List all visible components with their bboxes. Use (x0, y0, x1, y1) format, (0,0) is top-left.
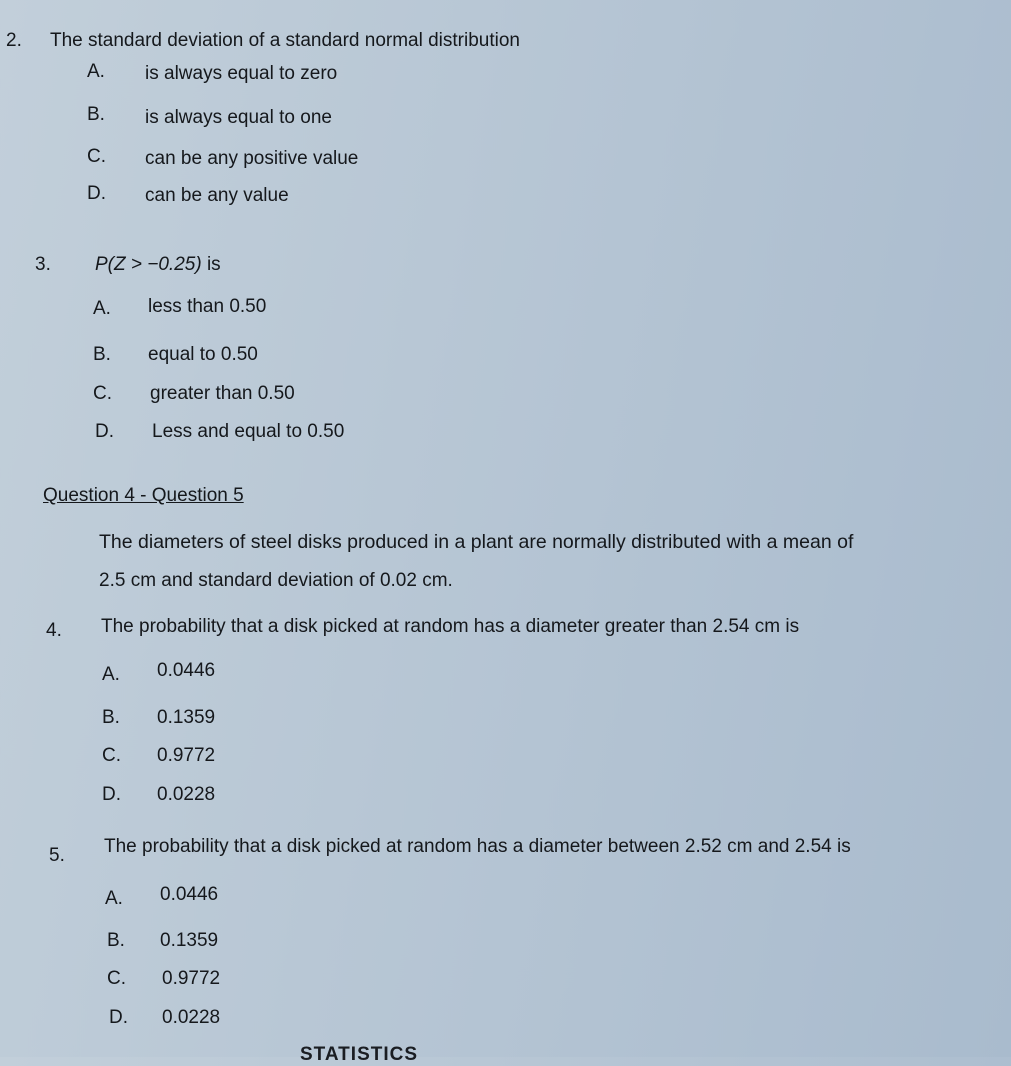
option-text: 0.1359 (160, 930, 219, 951)
question-number: 3. (35, 254, 51, 275)
question-stem: The standard deviation of a standard normal distribution (50, 30, 520, 51)
option-text: greater than 0.50 (150, 383, 295, 404)
option-text: 0.1359 (157, 707, 216, 728)
option-letter: B. (93, 344, 111, 365)
question-stem: The probability that a disk picked at random has a diameter greater than 2.54 cm is (101, 616, 800, 637)
question-stem-text: is (206, 254, 221, 275)
option-letter: D. (109, 1007, 128, 1028)
option-letter: B. (107, 930, 125, 951)
option-text: less than 0.50 (148, 296, 267, 317)
option-letter: D. (87, 183, 106, 204)
option-letter: D. (102, 784, 121, 805)
option-text: 0.0446 (157, 660, 216, 681)
passage-line: 2.5 cm and standard deviation of 0.02 cm. (99, 570, 453, 591)
option-text: is always equal to one (145, 107, 332, 128)
option-letter: C. (107, 968, 126, 989)
option-letter: C. (93, 383, 112, 404)
option-text: can be any positive value (145, 148, 359, 169)
option-text: can be any value (145, 185, 289, 206)
option-text: 0.0228 (157, 784, 216, 805)
probability-expression: P(Z > −0.25) (95, 254, 202, 275)
question-number: 4. (46, 620, 62, 641)
option-text: 0.9772 (162, 968, 221, 989)
question-number: 2. (6, 30, 22, 51)
option-text: 0.9772 (157, 745, 216, 766)
option-text: 0.0446 (160, 884, 219, 905)
option-letter: B. (87, 104, 105, 125)
option-letter: A. (102, 664, 120, 685)
option-letter: C. (87, 146, 106, 167)
option-text: Less and equal to 0.50 (152, 421, 345, 442)
section-heading: Question 4 - Question 5 (43, 485, 244, 506)
option-text: equal to 0.50 (148, 344, 258, 365)
option-letter: A. (87, 61, 105, 82)
option-text: is always equal to zero (145, 63, 338, 84)
question-stem: The probability that a disk picked at random has a diameter between 2.52 cm and 2.54 is (104, 836, 851, 857)
page-footer: STATISTICS (300, 1044, 419, 1065)
option-letter: A. (93, 298, 111, 319)
question-number: 5. (49, 845, 65, 866)
passage-line: The diameters of steel disks produced in a plant are normally distributed with a mean of (99, 531, 854, 553)
option-letter: D. (95, 421, 114, 442)
option-letter: B. (102, 707, 120, 728)
option-text: 0.0228 (162, 1007, 221, 1028)
option-letter: C. (102, 745, 121, 766)
option-letter: A. (105, 888, 123, 909)
question-stem (95, 254, 221, 276)
